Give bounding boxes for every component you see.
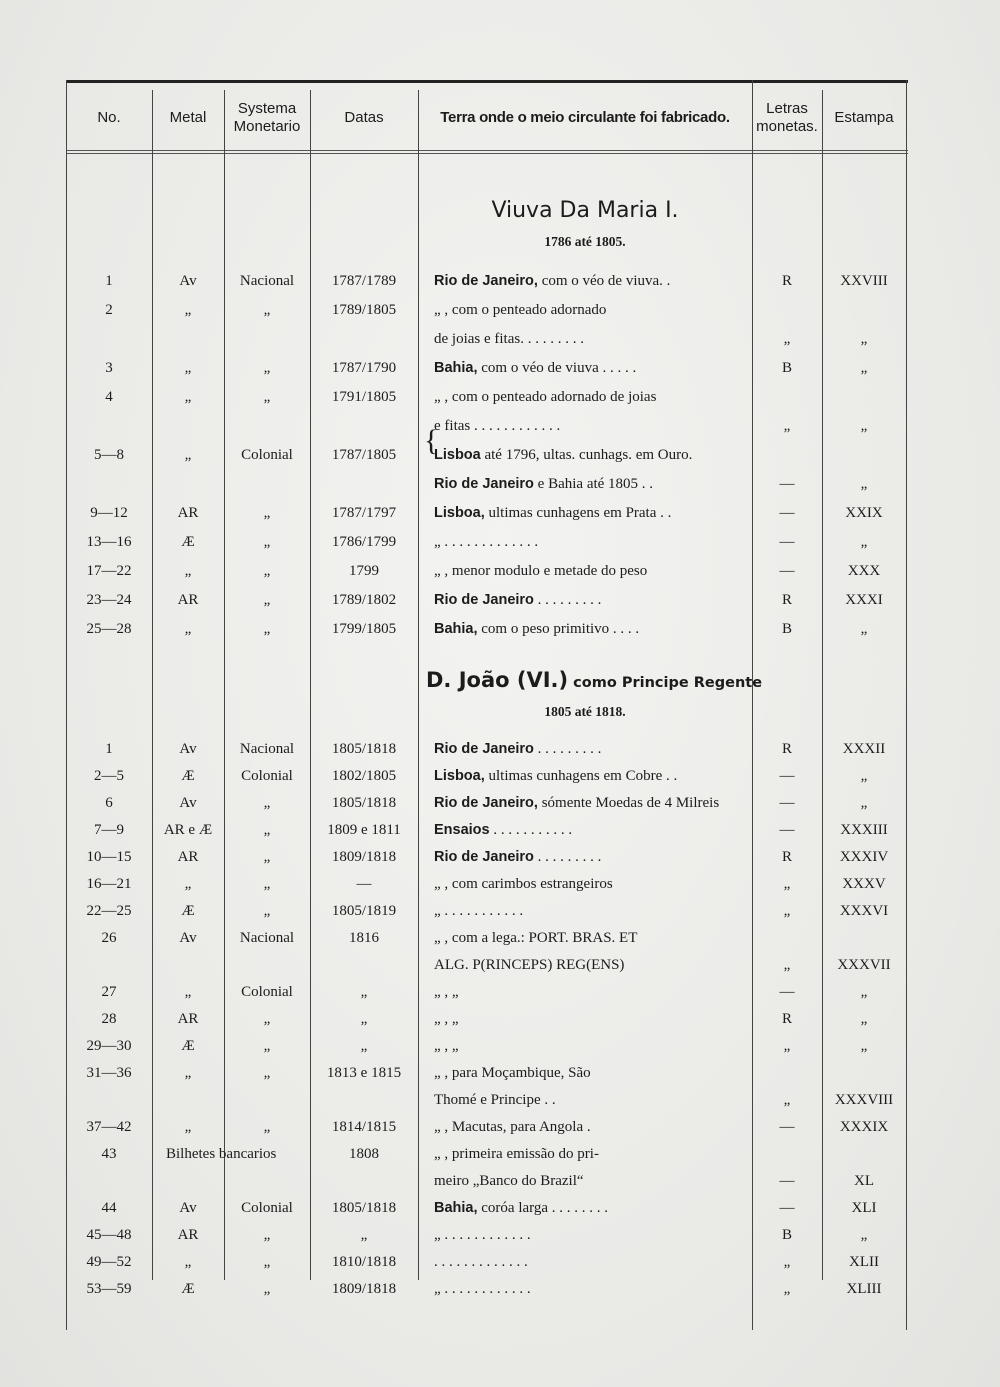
cell-datas: 1789/1802 xyxy=(331,592,397,608)
cell-metal: Æ xyxy=(181,1038,195,1054)
cell-letras: „ xyxy=(783,418,791,434)
terra-description: e Bahia até 1805 . . xyxy=(533,476,654,492)
cell-metal: „ xyxy=(184,563,192,579)
column-rule xyxy=(752,80,753,1330)
cell-datas: 1799/1805 xyxy=(331,621,397,637)
cell-terra xyxy=(434,1064,746,1082)
cell-estampa: „ xyxy=(860,1011,868,1027)
cell-systema: „ xyxy=(263,389,271,405)
cell-letras: — xyxy=(779,795,795,811)
cell-no: 1 xyxy=(105,741,113,757)
cell-letras: „ xyxy=(783,1038,791,1054)
terra-description: . . . . . . . . . . . xyxy=(489,822,573,838)
cell-systema: „ xyxy=(263,1038,271,1054)
cell-no: 27 xyxy=(101,984,117,1000)
cell-no: 22—25 xyxy=(86,903,132,919)
cell-systema: „ xyxy=(263,1065,271,1081)
cell-datas: 1805/1819 xyxy=(331,903,397,919)
cell-no: 23—24 xyxy=(86,592,132,608)
cell-datas: 1789/1805 xyxy=(331,302,397,318)
terra-description: „ , com carimbos estrangeiros xyxy=(434,876,613,892)
cell-metal: Av xyxy=(179,273,197,289)
cell-terra xyxy=(434,1199,746,1217)
cell-systema: Nacional xyxy=(239,273,295,289)
cell-letras: „ xyxy=(783,331,791,347)
cell-datas: 1805/1818 xyxy=(331,741,397,757)
column-rule xyxy=(224,90,225,1280)
cell-terra xyxy=(434,475,746,493)
cell-metal: „ xyxy=(184,1065,192,1081)
cell-terra xyxy=(434,301,746,319)
cell-systema: Colonial xyxy=(241,1200,293,1216)
cell-datas: 1799 xyxy=(349,563,379,579)
brace-mark: { xyxy=(424,424,439,457)
cell-datas: 1809/1818 xyxy=(331,849,397,865)
cell-systema: „ xyxy=(263,1227,271,1243)
terra-description: „ , para Moçambique, São xyxy=(434,1065,591,1081)
terra-description: „ , „ xyxy=(434,1011,459,1027)
cell-datas: 1787/1789 xyxy=(331,273,397,289)
cell-metal: Av xyxy=(179,1200,197,1216)
cell-estampa: „ xyxy=(860,360,868,376)
cell-systema: „ xyxy=(263,1011,271,1027)
cell-terra xyxy=(434,794,746,812)
cell-systema: „ xyxy=(263,534,271,550)
column-rule xyxy=(418,90,419,1280)
terra-description: ultimas cunhagens em Cobre . . xyxy=(484,768,678,784)
cell-letras: B xyxy=(781,621,792,637)
cell-metal: Av xyxy=(179,930,197,946)
terra-place: Rio de Janeiro xyxy=(434,592,534,608)
cell-terra xyxy=(434,1253,746,1271)
terra-description: „ . . . . . . . . . . . . xyxy=(434,1281,531,1297)
cell-datas: 1809 e 1811 xyxy=(327,822,401,838)
terra-place: Rio de Janeiro, xyxy=(434,795,538,811)
terra-description: „ , „ xyxy=(434,984,459,1000)
terra-description: com o peso primitivo . . . . xyxy=(477,621,640,637)
cell-letras: „ xyxy=(783,1254,791,1270)
terra-description: „ , com o penteado adornado xyxy=(434,302,607,318)
cell-metal: AR xyxy=(177,1227,199,1243)
terra-description: „ , primeira emissão do pri- xyxy=(434,1146,599,1162)
cell-metal: Av xyxy=(179,795,197,811)
cell-no: 7—9 xyxy=(94,822,124,838)
cell-estampa: XXXVIII xyxy=(834,1092,894,1108)
cell-estampa: XXXVI xyxy=(839,903,889,919)
cell-estampa: „ xyxy=(860,795,868,811)
cell-no: 10—15 xyxy=(86,849,132,865)
cell-datas: 1816 xyxy=(349,930,379,946)
cell-metal: AR xyxy=(177,849,199,865)
cell-no: 43 xyxy=(101,1146,117,1162)
terra-place: Rio de Janeiro xyxy=(434,741,534,757)
cell-letras: — xyxy=(779,1173,795,1189)
cell-terra xyxy=(434,272,746,290)
cell-no: 49—52 xyxy=(86,1254,132,1270)
terra-description: Thomé e Principe . . xyxy=(434,1092,556,1108)
cell-letras: „ xyxy=(783,903,791,919)
cell-no: 29—30 xyxy=(86,1038,132,1054)
ledger-table xyxy=(66,80,908,1330)
cell-terra xyxy=(434,446,746,464)
cell-terra xyxy=(434,388,746,406)
cell-datas: 1805/1818 xyxy=(331,795,397,811)
cell-systema: „ xyxy=(263,849,271,865)
cell-letras: — xyxy=(779,563,795,579)
cell-letras: — xyxy=(779,534,795,550)
cell-letras: R xyxy=(781,1011,792,1027)
cell-estampa: XXXIX xyxy=(839,1119,889,1135)
cell-terra xyxy=(434,591,746,609)
cell-metal: „ xyxy=(184,447,192,463)
table-top-rule xyxy=(66,80,908,83)
cell-no: 2—5 xyxy=(94,768,124,784)
cell-letras: — xyxy=(779,505,795,521)
cell-datas: „ xyxy=(360,1011,368,1027)
cell-estampa: „ xyxy=(860,331,868,347)
terra-description: „ , Macutas, para Angola . xyxy=(434,1119,591,1135)
cell-datas: 1809/1818 xyxy=(331,1281,397,1297)
cell-datas: „ xyxy=(360,1227,368,1243)
section2-years: 1805 até 1818. xyxy=(544,704,626,719)
cell-metal: „ xyxy=(184,621,192,637)
cell-systema: Nacional xyxy=(239,741,295,757)
cell-letras: — xyxy=(779,768,795,784)
cell-estampa: XXIX xyxy=(845,505,883,521)
cell-terra xyxy=(434,1037,746,1055)
cell-datas: 1810/1818 xyxy=(331,1254,397,1270)
terra-description: . . . . . . . . . xyxy=(533,592,602,608)
cell-no: 9—12 xyxy=(90,505,128,521)
terra-description: ultimas cunhagens em Prata . . xyxy=(484,505,672,521)
terra-description: . . . . . . . . . xyxy=(533,741,602,757)
cell-letras: — xyxy=(779,984,795,1000)
cell-datas: 1787/1790 xyxy=(331,360,397,376)
cell-estampa: „ xyxy=(860,418,868,434)
cell-estampa: XXXII xyxy=(842,741,886,757)
terra-description: ALG. P(RINCEPS) REG(ENS) xyxy=(434,957,625,973)
cell-estampa: XXXIV xyxy=(839,849,889,865)
cell-estampa: „ xyxy=(860,1227,868,1243)
cell-metal: „ xyxy=(184,1254,192,1270)
cell-terra xyxy=(434,359,746,377)
terra-description: „ , „ xyxy=(434,1038,459,1054)
header-terra: Terra onde o meio circulante foi fabricado. xyxy=(440,109,730,126)
cell-no: 6 xyxy=(105,795,113,811)
cell-letras: — xyxy=(779,1200,795,1216)
cell-terra xyxy=(434,504,746,522)
terra-description: „ . . . . . . . . . . . xyxy=(434,903,524,919)
cell-estampa: XLII xyxy=(849,1254,879,1270)
cell-estampa: XXXVII xyxy=(837,957,891,973)
cell-metal: „ xyxy=(184,302,192,318)
cell-estampa: XL xyxy=(854,1173,874,1189)
terra-description: . . . . . . . . . . . . . xyxy=(434,1254,528,1270)
header-systema: Systema Monetario xyxy=(233,100,301,135)
cell-systema: „ xyxy=(263,505,271,521)
cell-terra xyxy=(434,821,746,839)
cell-datas: — xyxy=(356,876,372,892)
cell-datas: 1805/1818 xyxy=(331,1200,397,1216)
cell-datas: 1808 xyxy=(349,1146,379,1162)
cell-no: 31—36 xyxy=(86,1065,132,1081)
cell-estampa: XXX xyxy=(847,563,881,579)
cell-estampa: XLIII xyxy=(846,1281,882,1297)
cell-metal: AR xyxy=(177,1011,199,1027)
terra-place: Rio de Janeiro xyxy=(434,476,534,492)
cell-terra xyxy=(434,848,746,866)
cell-metal: „ xyxy=(184,360,192,376)
terra-place: Rio de Janeiro, xyxy=(434,273,538,289)
header-metal: Metal xyxy=(169,109,207,126)
cell-terra xyxy=(434,767,746,785)
cell-datas: 1813 e 1815 xyxy=(326,1065,402,1081)
cell-metal: Bilhetes bancarios xyxy=(166,1146,277,1162)
cell-metal: AR e Æ xyxy=(163,822,213,838)
cell-no: 25—28 xyxy=(86,621,132,637)
cell-estampa: „ xyxy=(860,476,868,492)
cell-letras: R xyxy=(781,273,792,289)
cell-estampa: „ xyxy=(860,1038,868,1054)
cell-no: 16—21 xyxy=(86,876,132,892)
header-estampa: Estampa xyxy=(834,109,894,126)
cell-no: 4 xyxy=(105,389,113,405)
column-rule xyxy=(152,90,153,1280)
terra-description: meiro „Banco do Brazil“ xyxy=(434,1173,584,1189)
header-datas: Datas xyxy=(344,109,384,126)
terra-description: „ . . . . . . . . . . . . xyxy=(434,1227,531,1243)
cell-metal: Æ xyxy=(181,1281,195,1297)
cell-terra xyxy=(434,562,746,580)
cell-letras: B xyxy=(781,1227,792,1243)
terra-place: Rio de Janeiro xyxy=(434,849,534,865)
cell-terra xyxy=(434,1010,746,1028)
terra-place: Lisboa, xyxy=(434,505,485,521)
cell-estampa: XLI xyxy=(851,1200,877,1216)
cell-terra xyxy=(434,1118,746,1136)
section1-title: Viuva Da Maria I. xyxy=(491,198,679,223)
cell-systema: „ xyxy=(263,795,271,811)
terra-description: sómente Moedas de 4 Milreis xyxy=(537,795,720,811)
cell-systema: „ xyxy=(263,360,271,376)
cell-systema: „ xyxy=(263,903,271,919)
cell-terra xyxy=(434,1145,746,1163)
header-rule-double xyxy=(66,153,908,154)
column-rule xyxy=(310,90,311,1280)
terra-description: „ , menor modulo e metade do peso xyxy=(434,563,648,579)
cell-metal: AR xyxy=(177,505,199,521)
cell-systema: „ xyxy=(263,822,271,838)
cell-terra xyxy=(434,417,746,435)
cell-terra xyxy=(434,956,746,974)
cell-letras: „ xyxy=(783,876,791,892)
terra-place: Lisboa xyxy=(434,447,481,463)
cell-no: 37—42 xyxy=(86,1119,132,1135)
cell-letras: „ xyxy=(783,1092,791,1108)
cell-terra xyxy=(434,533,746,551)
cell-estampa: XXXIII xyxy=(840,822,888,838)
terra-description: „ , com a lega.: PORT. BRAS. ET xyxy=(434,930,638,946)
column-rule xyxy=(66,80,67,1330)
cell-systema: „ xyxy=(263,563,271,579)
cell-systema: „ xyxy=(263,621,271,637)
terra-place: Lisboa, xyxy=(434,768,485,784)
cell-datas: 1786/1799 xyxy=(331,534,397,550)
cell-letras: — xyxy=(779,1119,795,1135)
cell-terra xyxy=(434,929,746,947)
cell-terra xyxy=(434,1280,746,1298)
cell-systema: Colonial xyxy=(241,447,293,463)
cell-no: 28 xyxy=(101,1011,117,1027)
terra-place: Bahia, xyxy=(434,621,478,637)
cell-no: 13—16 xyxy=(86,534,132,550)
terra-description: „ . . . . . . . . . . . . . xyxy=(434,534,539,550)
header-no: No. xyxy=(97,109,121,126)
cell-estampa: XXVIII xyxy=(840,273,888,289)
terra-place: Bahia, xyxy=(434,1200,478,1216)
cell-metal: „ xyxy=(184,984,192,1000)
cell-estampa: „ xyxy=(860,768,868,784)
cell-letras: R xyxy=(781,741,792,757)
cell-datas: 1787/1797 xyxy=(331,505,397,521)
cell-datas: 1814/1815 xyxy=(331,1119,397,1135)
section1-years: 1786 até 1805. xyxy=(544,234,626,249)
cell-metal: Æ xyxy=(181,768,195,784)
cell-terra xyxy=(434,1226,746,1244)
terra-description: coróa larga . . . . . . . . xyxy=(477,1200,609,1216)
cell-estampa: XXXI xyxy=(845,592,883,608)
cell-estampa: „ xyxy=(860,984,868,1000)
terra-place: Bahia, xyxy=(434,360,478,376)
cell-systema: „ xyxy=(263,1254,271,1270)
cell-no: 44 xyxy=(101,1200,117,1216)
cell-no: 3 xyxy=(105,360,113,376)
cell-letras: — xyxy=(779,476,795,492)
cell-terra xyxy=(434,740,746,758)
terra-description: de joias e fitas. . . . . . . . . xyxy=(434,331,584,347)
cell-metal: „ xyxy=(184,1119,192,1135)
cell-systema: Nacional xyxy=(239,930,295,946)
cell-datas: 1787/1805 xyxy=(331,447,397,463)
cell-metal: AR xyxy=(177,592,199,608)
cell-datas: „ xyxy=(360,1038,368,1054)
cell-terra xyxy=(434,330,746,348)
cell-systema: „ xyxy=(263,1281,271,1297)
cell-metal: „ xyxy=(184,876,192,892)
cell-estampa: „ xyxy=(860,534,868,550)
cell-no: 2 xyxy=(105,302,113,318)
cell-terra xyxy=(434,1172,746,1190)
cell-systema: Colonial xyxy=(241,768,293,784)
cell-terra xyxy=(434,902,746,920)
cell-systema: „ xyxy=(263,876,271,892)
cell-letras: — xyxy=(779,822,795,838)
cell-datas: 1791/1805 xyxy=(331,389,397,405)
cell-no: 53—59 xyxy=(86,1281,132,1297)
column-rule xyxy=(906,80,907,1330)
cell-metal: Æ xyxy=(181,534,195,550)
cell-letras: R xyxy=(781,592,792,608)
cell-metal: „ xyxy=(184,389,192,405)
cell-systema: „ xyxy=(263,592,271,608)
cell-no: 1 xyxy=(105,273,113,289)
terra-description: e fitas . . . . . . . . . . . . xyxy=(434,418,561,434)
header-letras: Letras monetas. xyxy=(756,100,818,135)
cell-datas: „ xyxy=(360,984,368,1000)
cell-letras: „ xyxy=(783,957,791,973)
cell-metal: Æ xyxy=(181,903,195,919)
cell-letras: B xyxy=(781,360,792,376)
header-rule xyxy=(66,150,908,151)
section2-title: D. João (VI.) como Principe Regente xyxy=(426,668,763,692)
cell-no: 5—8 xyxy=(94,447,124,463)
terra-place: Ensaios xyxy=(434,822,490,838)
cell-estampa: „ xyxy=(860,621,868,637)
cell-datas: 1802/1805 xyxy=(331,768,397,784)
cell-no: 45—48 xyxy=(86,1227,132,1243)
cell-no: 17—22 xyxy=(86,563,132,579)
cell-terra xyxy=(434,983,746,1001)
cell-systema: „ xyxy=(263,302,271,318)
cell-letras: „ xyxy=(783,1281,791,1297)
terra-description: com o véo de viuva . . . . . xyxy=(477,360,637,376)
cell-estampa: XXXV xyxy=(842,876,886,892)
terra-description: com o véo de viuva. . xyxy=(537,273,671,289)
cell-systema: Colonial xyxy=(241,984,293,1000)
cell-terra xyxy=(434,620,746,638)
cell-metal: Av xyxy=(179,741,197,757)
cell-no: 26 xyxy=(101,930,117,946)
cell-terra xyxy=(434,1091,746,1109)
terra-description: „ , com o penteado adornado de joias xyxy=(434,389,657,405)
terra-description: . . . . . . . . . xyxy=(533,849,602,865)
cell-terra xyxy=(434,875,746,893)
terra-description: até 1796, ultas. cunhags. em Ouro. xyxy=(480,447,693,463)
cell-letras: R xyxy=(781,849,792,865)
cell-systema: „ xyxy=(263,1119,271,1135)
